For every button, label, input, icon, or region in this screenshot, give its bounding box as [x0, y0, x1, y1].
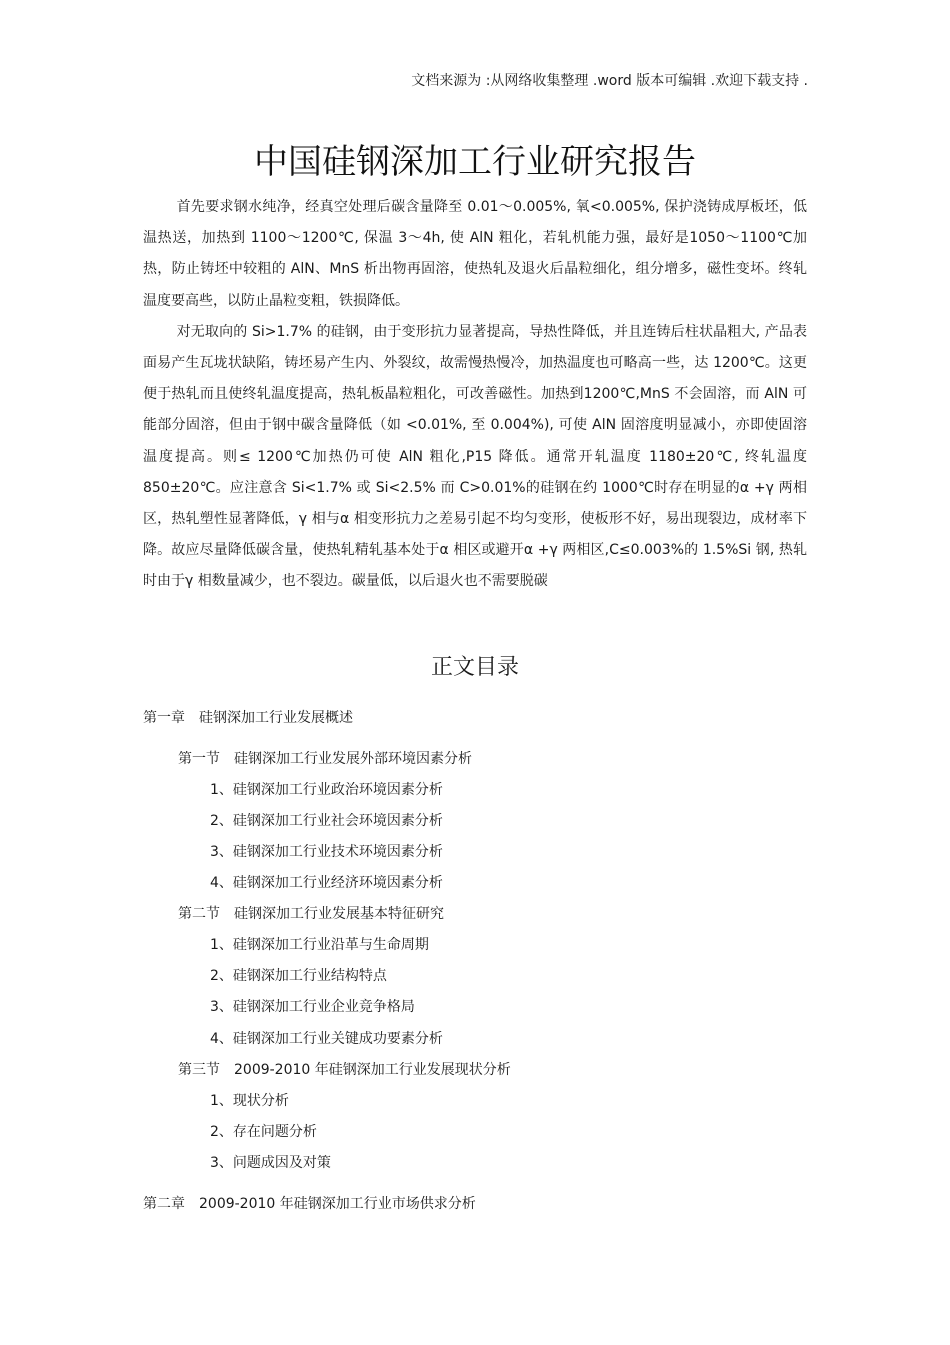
toc-item[interactable]: 4、硅钢深加工行业经济环境因素分析	[210, 875, 443, 891]
toc-section[interactable]: 第一节 硅钢深加工行业发展外部环境因素分析	[178, 751, 472, 767]
report-title: 中国硅钢深加工行业研究报告	[254, 142, 696, 182]
intro-text	[143, 192, 807, 598]
toc-item[interactable]: 1、现状分析	[210, 1093, 289, 1109]
toc-item[interactable]: 4、硅钢深加工行业关键成功要素分析	[210, 1031, 443, 1047]
toc-section[interactable]: 第三节 2009-2010 年硅钢深加工行业发展现状分析	[178, 1062, 511, 1078]
toc-section[interactable]: 第二节 硅钢深加工行业发展基本特征研究	[178, 906, 444, 922]
toc-heading: 正文目录	[430, 655, 519, 680]
toc-item[interactable]: 2、存在问题分析	[210, 1124, 317, 1140]
toc-item[interactable]: 3、问题成因及对策	[210, 1155, 331, 1171]
toc-item[interactable]: 3、硅钢深加工行业技术环境因素分析	[210, 844, 443, 860]
paragraph: 对无取向的 Si>1.7% 的硅钢，由于变形抗力显著提高，导热性降低，并且连铸后柱状晶粗大, 产品表面易产生瓦垅状缺陷，铸坯易产生内、外裂纹，故需慢热慢冷，加热温度也可略高一些，达 1200℃。这更便于热轧而且使终轧温度提高，热轧板晶粒粗化，可改善磁性。加热到1200℃,MnS 不会固溶，而 AlN 可能部分固溶，但由于钢中碳含量降低（如 <0.01%, 至 0.004%), 可使 AlN 固溶度明显减小，亦即使固溶温度提高。则≤ 1200℃加热仍可使 AlN 粗化,P15 降低。通常开轧温度 1180±20℃, 终轧温度 850±20℃。应注意含 Si<1.7% 或 Si<2.5% 而 C>0.01%的硅钢在约 1000℃时存在明显的α +γ 两相区，热轧塑性显著降低，γ 相与α 相变形抗力之差易引起不均匀变形，使板形不好，易出现裂边，成材率下降。故应尽量降低碳含量，使热轧精轧基本处于α 相区或避开α +γ 两相区,C≤0.003%的 1.5%Si 钢, 热轧时由于γ 相数量减少，也不裂边。碳量低，以后退火也不需要脱碳	[143, 323, 807, 590]
toc-item[interactable]: 1、硅钢深加工行业沿革与生命周期	[210, 937, 429, 953]
toc-chapter[interactable]: 第一章 硅钢深加工行业发展概述	[143, 710, 353, 726]
paragraph: 首先要求钢水纯净，经真空处理后碳含量降至 0.01～0.005%, 氧<0.005%, 保护浇铸成厚板坯，低温热送，加热到 1100～1200℃, 保温 3～4h, 使 AlN 粗化，若轧机能力强，最好是1050～1100℃加热，防止铸坯中较粗的 AlN、MnS 析出物再固溶，使热轧及退火后晶粒细化，组分增多，磁性变坏。终轧温度要高些，以防止晶粒变粗，铁损降低。	[143, 199, 807, 309]
toc-chapter[interactable]: 第二章 2009-2010 年硅钢深加工行业市场供求分析	[143, 1196, 476, 1212]
toc-item[interactable]: 1、硅钢深加工行业政治环境因素分析	[210, 782, 443, 798]
toc-item[interactable]: 2、硅钢深加工行业结构特点	[210, 968, 387, 984]
source-note: 文档来源为 :从网络收集整理 .word 版本可编辑 .欢迎下载支持 .	[411, 73, 808, 89]
toc-item[interactable]: 3、硅钢深加工行业企业竞争格局	[210, 999, 415, 1015]
toc-item[interactable]: 2、硅钢深加工行业社会环境因素分析	[210, 813, 443, 829]
